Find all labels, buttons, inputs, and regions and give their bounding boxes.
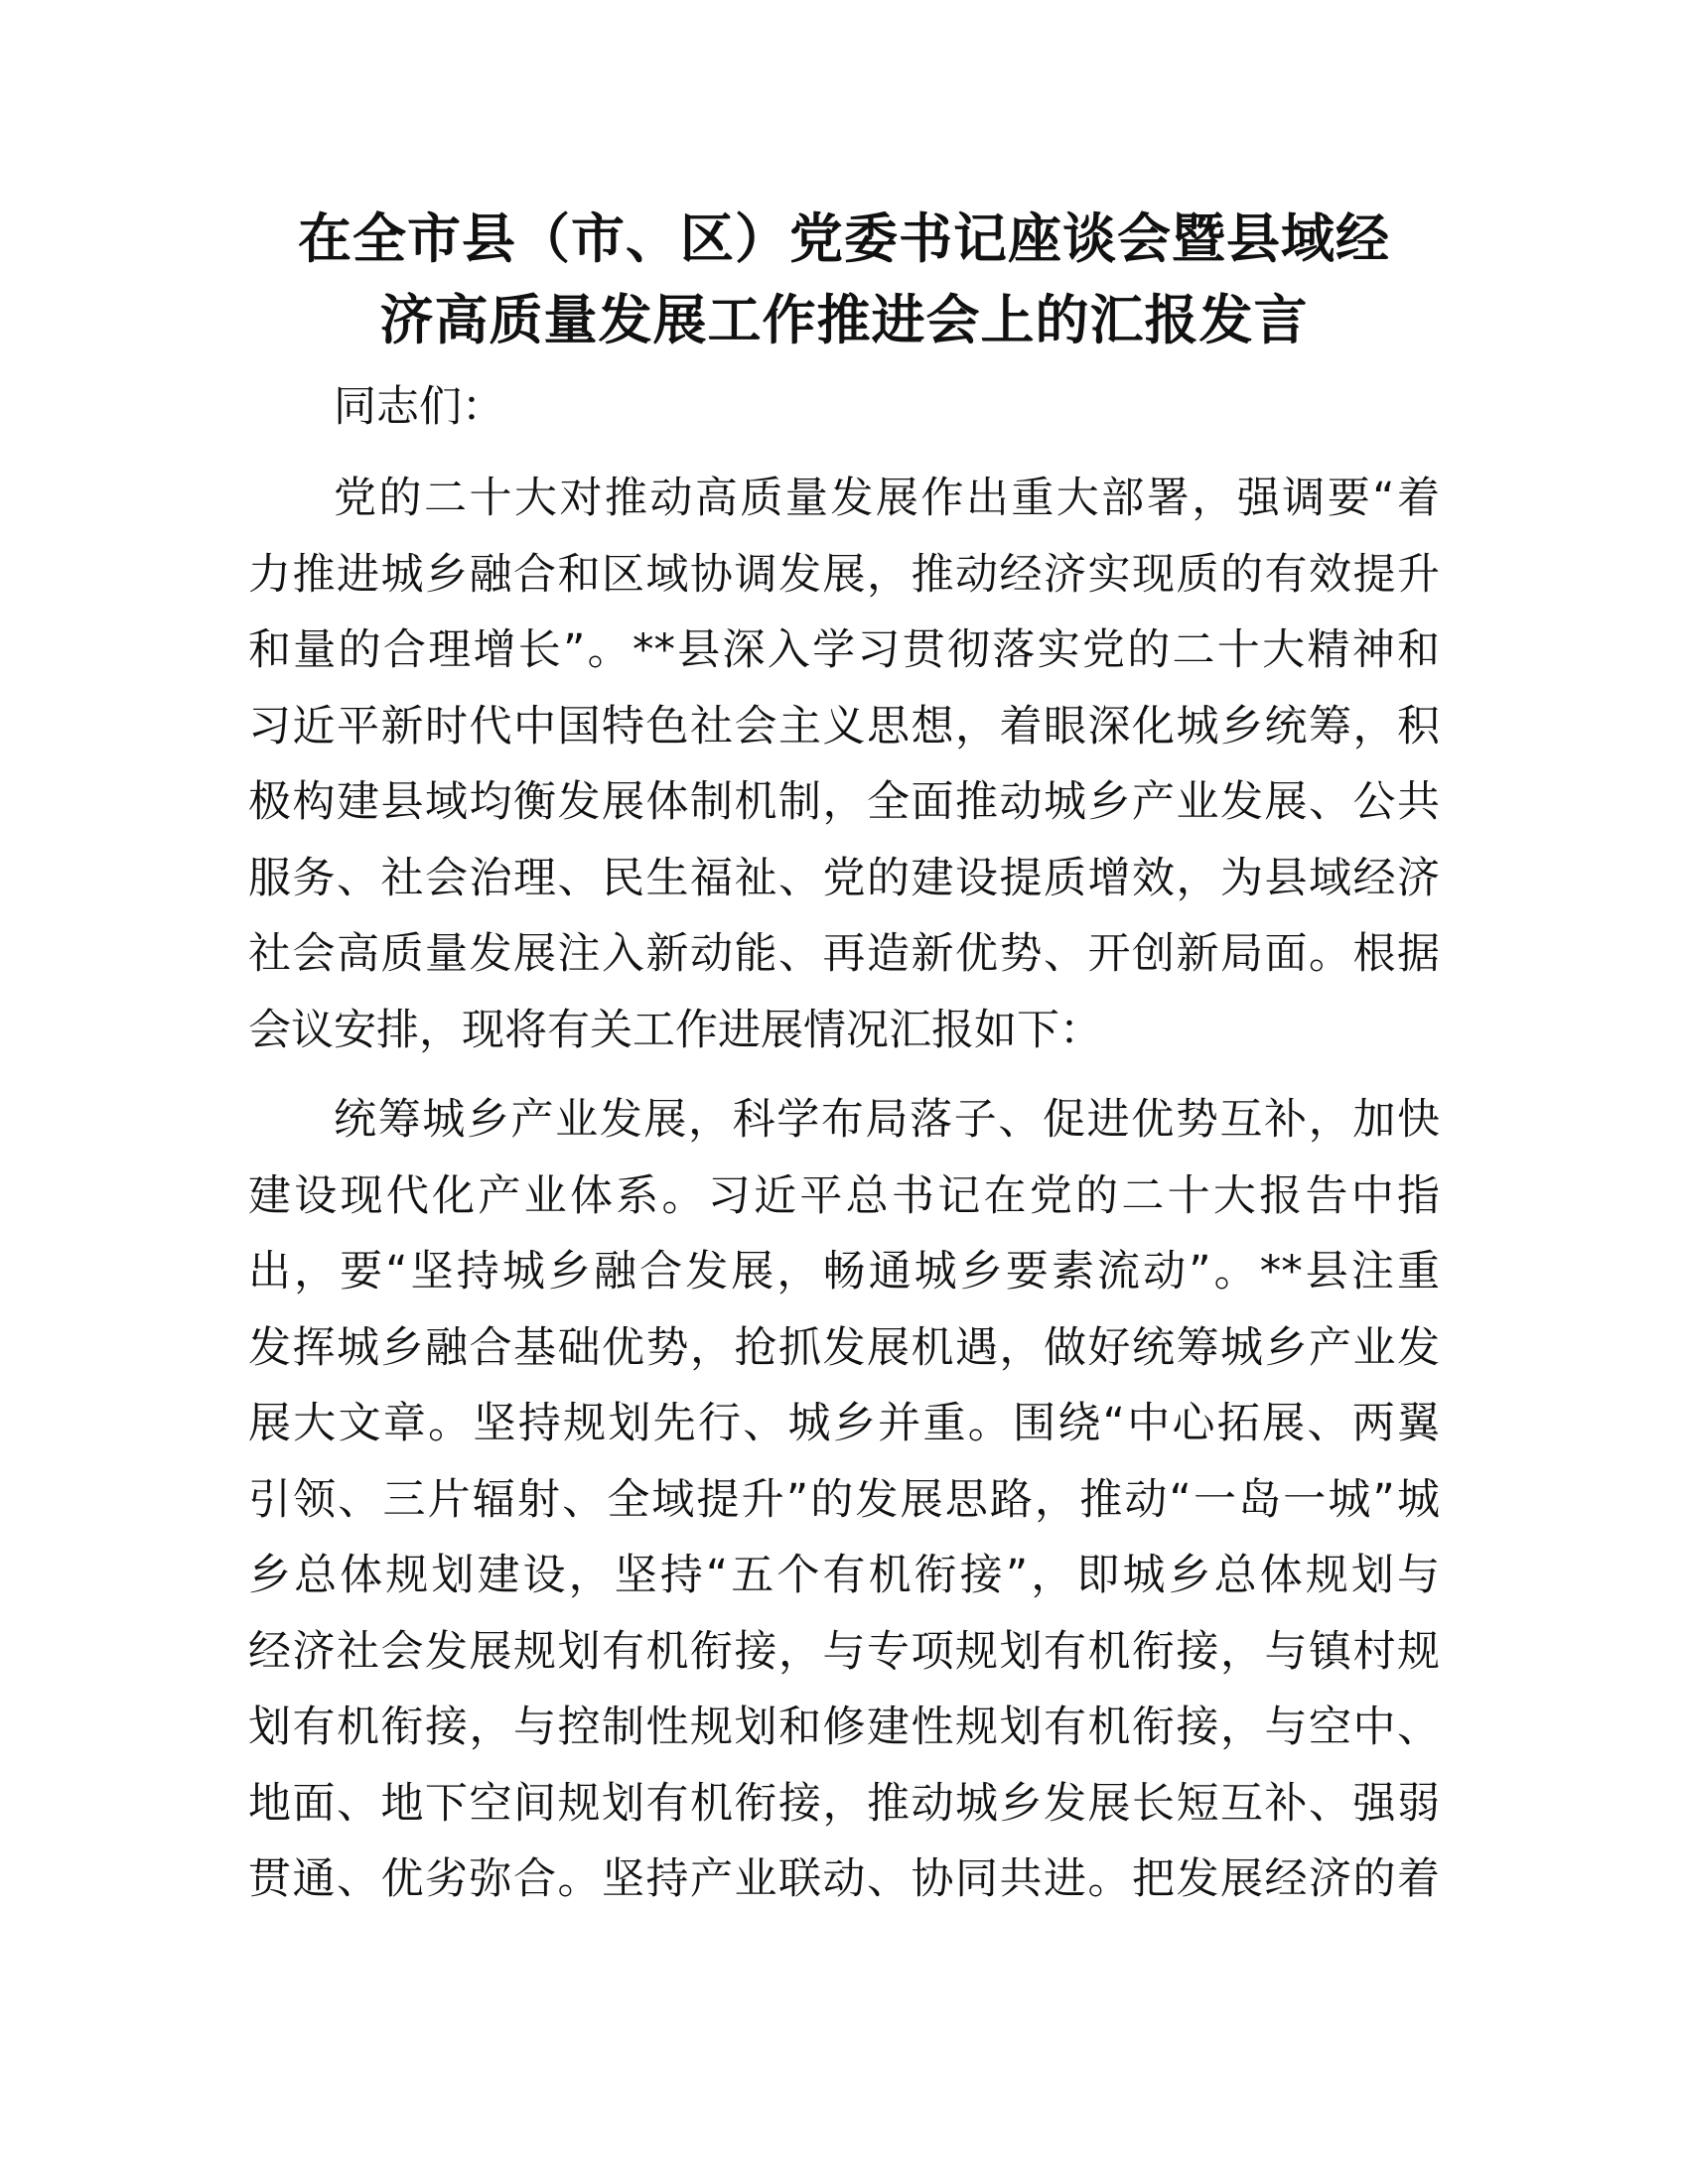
title-line: 济高质量发展工作推进会上的汇报发言 — [379, 289, 1309, 351]
paragraph-line: 社会高质量发展注入新动能、再造新优势、开创新局面。根据 — [248, 929, 1440, 979]
paragraph-line: 地面、地下空间规划有机衔接，推动城乡发展长短互补、强弱 — [248, 1778, 1440, 1829]
paragraph-intro — [248, 447, 1440, 1068]
paragraph-line: 引领、三片辐射、全域提升”的发展思路，推动“一岛一城”城 — [248, 1474, 1440, 1525]
paragraph-line: 会议安排，现将有关工作进展情况汇报如下： — [248, 1005, 1102, 1055]
paragraph-line: 服务、社会治理、民生福祉、党的建设提质增效，为县域经济 — [248, 853, 1440, 903]
paragraph-line: 和量的合理增长”。**县深入学习贯彻落实党的二十大精神和 — [248, 625, 1440, 675]
paragraph-line: 统筹城乡产业发展，科学布局落子、促进优势互补，加快 — [334, 1095, 1440, 1145]
document-title — [248, 199, 1440, 361]
paragraph-line: 发挥城乡融合基础优势，抢抓发展机遇，做好统筹城乡产业发 — [248, 1322, 1440, 1373]
paragraph-line: 建设现代化产业体系。习近平总书记在党的二十大报告中指 — [248, 1170, 1440, 1221]
paragraph-line: 展大文章。坚持规划先行、城乡并重。围绕“中心拓展、两翼 — [248, 1399, 1440, 1448]
paragraph-line: 贯通、优劣弥合。坚持产业联动、协同共进。把发展经济的着 — [248, 1854, 1440, 1904]
paragraph-line: 乡总体规划建设，坚持“五个有机衔接”，即城乡总体规划与 — [248, 1551, 1440, 1600]
title-line: 在全市县（市、区）党委书记座谈会暨县域经 — [298, 207, 1390, 270]
paragraph-industry — [248, 1068, 1440, 1918]
paragraph-line: 划有机衔接，与控制性规划和修建性规划有机衔接，与空中、 — [248, 1703, 1440, 1752]
document-page — [248, 199, 1440, 1918]
salutation: 同志们： — [334, 382, 504, 432]
paragraph-line: 经济社会发展规划有机衔接，与专项规划有机衔接，与镇村规 — [248, 1626, 1440, 1677]
paragraph-line: 习近平新时代中国特色社会主义思想，着眼深化城乡统筹，积 — [248, 701, 1440, 751]
paragraph-line: 力推进城乡融合和区域协调发展，推动经济实现质的有效提升 — [248, 549, 1440, 600]
paragraph-line: 出，要“坚持城乡融合发展，畅通城乡要素流动”。**县注重 — [248, 1247, 1440, 1297]
paragraph-line: 党的二十大对推动高质量发展作出重大部署，强调要“着 — [334, 474, 1440, 523]
paragraph-line: 极构建县域均衡发展体制机制，全面推动城乡产业发展、公共 — [248, 777, 1440, 827]
